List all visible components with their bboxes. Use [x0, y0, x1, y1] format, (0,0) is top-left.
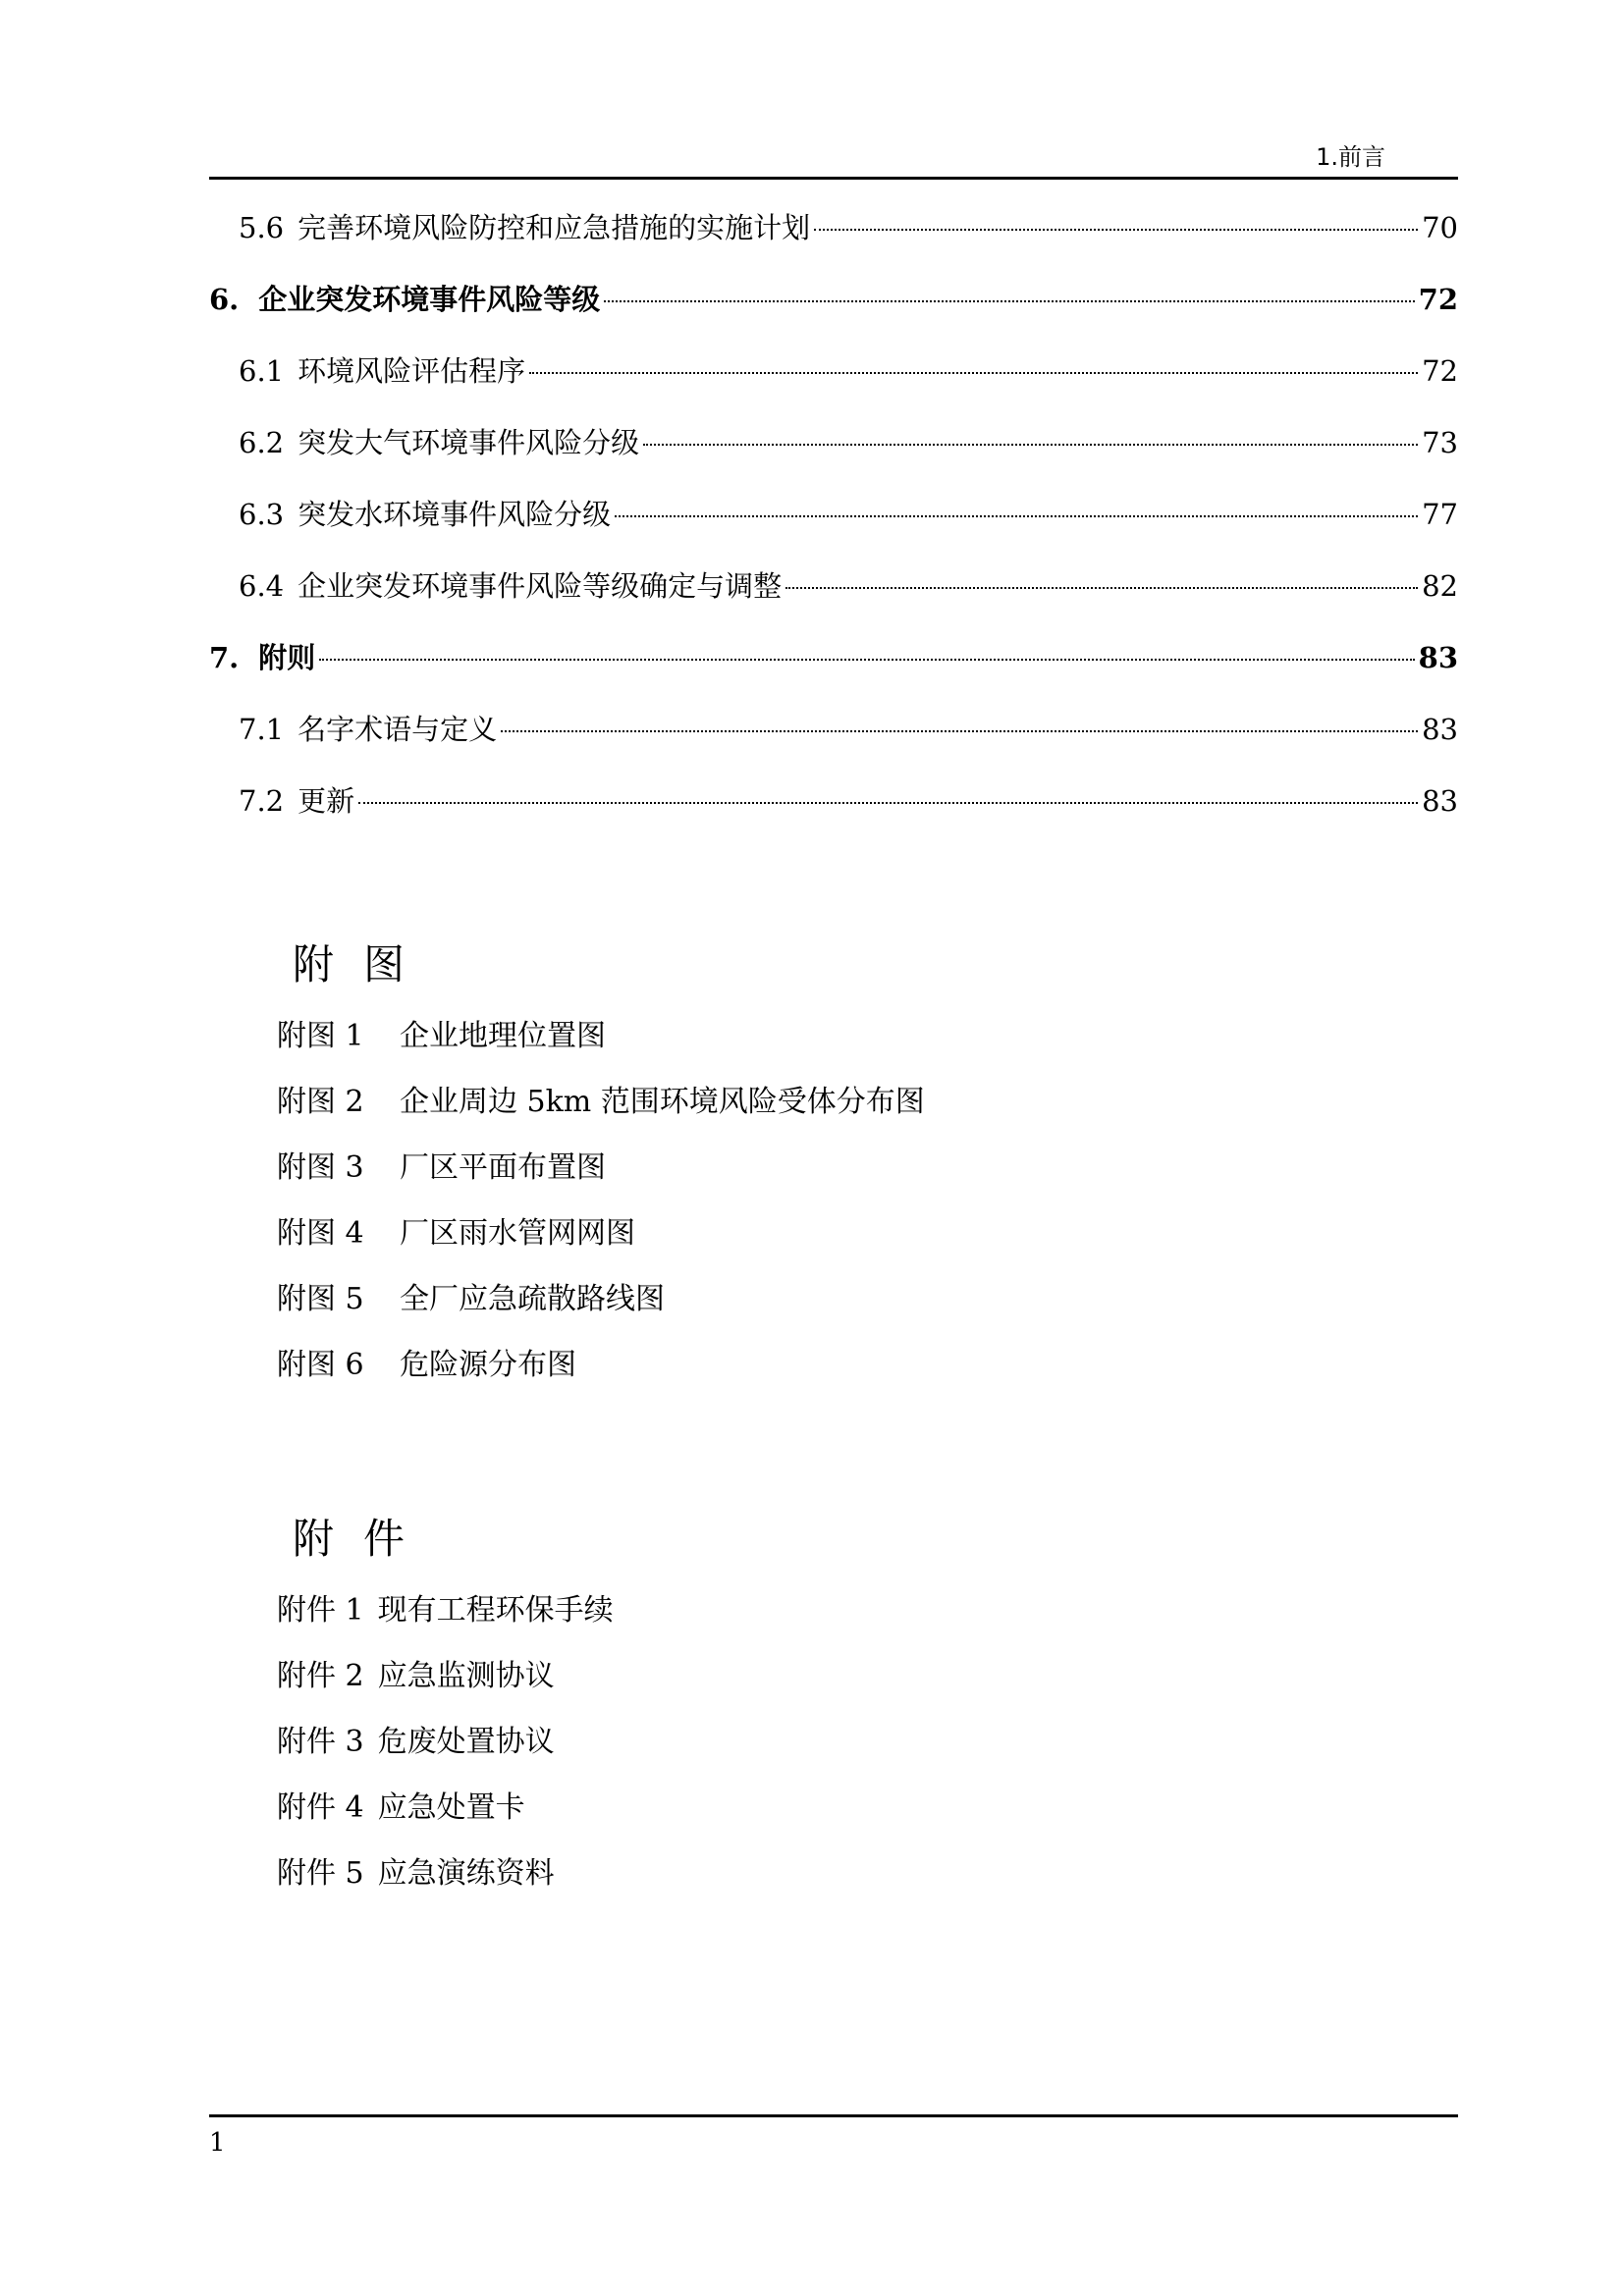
figure-label: 附图 6 [277, 1348, 364, 1382]
toc-entry-number: 6.2 [239, 426, 285, 459]
figure-title: 企业地理位置图 [400, 1019, 606, 1053]
attachment-label: 附件 2 [277, 1659, 364, 1693]
table-of-contents [209, 206, 1458, 851]
toc-entry-title: 名字术语与定义 [298, 713, 498, 746]
toc-dot-leader [501, 730, 1418, 732]
figure-item [277, 1274, 925, 1340]
toc-entry-title: 更新 [298, 784, 355, 818]
toc-entry-page: 70 [1422, 211, 1458, 244]
figure-label: 附图 4 [277, 1216, 364, 1251]
toc-dot-leader [785, 587, 1418, 589]
toc-dot-leader [529, 372, 1418, 374]
toc-entry-title: 突发大气环境事件风险分级 [298, 426, 640, 459]
figure-label: 附图 2 [277, 1085, 364, 1119]
figure-title: 全厂应急疏散路线图 [400, 1282, 665, 1316]
figures-heading: 附图 [293, 940, 435, 988]
toc-entry-title: 企业突发环境事件风险等级确定与调整 [298, 569, 783, 603]
figure-item [277, 1011, 925, 1077]
attachment-label: 附件 4 [277, 1790, 364, 1825]
toc-entry[interactable] [209, 779, 1458, 851]
attachment-item [277, 1585, 614, 1651]
toc-entry-number: 6.1 [239, 354, 285, 388]
footer-divider [209, 2114, 1458, 2117]
attachment-item [277, 1651, 614, 1717]
toc-entry-page: 83 [1418, 641, 1458, 674]
toc-entry-title: 环境风险评估程序 [298, 354, 526, 388]
figure-title: 企业周边 5km 范围环境风险受体分布图 [400, 1085, 925, 1119]
figure-item [277, 1340, 925, 1406]
toc-entry-number: 6.3 [239, 498, 285, 531]
figure-label: 附图 3 [277, 1150, 364, 1185]
attachment-label: 附件 5 [277, 1856, 364, 1891]
toc-entry-number: 7.1 [239, 713, 285, 746]
toc-entry[interactable] [209, 493, 1458, 564]
toc-entry-number: 6.4 [239, 569, 285, 603]
toc-entry[interactable] [209, 206, 1458, 278]
figure-title: 厂区雨水管网网图 [400, 1216, 635, 1251]
toc-entry-page: 82 [1422, 569, 1458, 603]
toc-dot-leader [319, 659, 1414, 661]
toc-entry-page: 83 [1422, 713, 1458, 746]
figure-label: 附图 1 [277, 1019, 364, 1053]
toc-entry[interactable] [209, 708, 1458, 779]
toc-entry-number: 7. [209, 641, 240, 674]
toc-entry-title: 企业突发环境事件风险等级 [258, 283, 601, 316]
figure-item [277, 1208, 925, 1274]
figures-list [277, 1011, 925, 1406]
toc-entry-number: 5.6 [239, 211, 285, 244]
toc-dot-leader [604, 300, 1414, 302]
toc-entry[interactable] [209, 636, 1458, 708]
figure-item [277, 1143, 925, 1208]
toc-entry-title: 突发水环境事件风险分级 [298, 498, 612, 531]
header-divider [209, 177, 1458, 180]
page-number: 1 [209, 2128, 226, 2158]
figure-title: 厂区平面布置图 [400, 1150, 606, 1185]
toc-entry[interactable] [209, 564, 1458, 636]
toc-entry-page: 83 [1422, 784, 1458, 818]
attachment-title: 现有工程环保手续 [377, 1593, 614, 1628]
attachment-item [277, 1783, 614, 1848]
toc-entry-number: 6. [209, 283, 240, 316]
toc-dot-leader [814, 229, 1418, 231]
toc-entry-page: 72 [1422, 354, 1458, 388]
figure-item [277, 1077, 925, 1143]
attachment-title: 危废处置协议 [377, 1725, 555, 1759]
figure-label: 附图 5 [277, 1282, 364, 1316]
toc-entry-number: 7.2 [239, 784, 285, 818]
toc-entry-page: 72 [1418, 283, 1458, 316]
toc-dot-leader [615, 515, 1418, 517]
attachment-label: 附件 1 [277, 1593, 364, 1628]
toc-entry-title: 附则 [258, 641, 316, 674]
toc-dot-leader [643, 444, 1418, 446]
toc-dot-leader [358, 802, 1418, 804]
toc-entry-title: 完善环境风险防控和应急措施的实施计划 [298, 211, 811, 244]
attachment-label: 附件 3 [277, 1725, 364, 1759]
toc-entry[interactable] [209, 278, 1458, 349]
figure-title: 危险源分布图 [400, 1348, 576, 1382]
toc-entry[interactable] [209, 349, 1458, 421]
attachment-title: 应急处置卡 [377, 1790, 525, 1825]
toc-entry[interactable] [209, 421, 1458, 493]
running-header: 1.前言 [1316, 143, 1385, 171]
attachments-list [277, 1585, 614, 1914]
toc-entry-page: 77 [1422, 498, 1458, 531]
attachment-title: 应急监测协议 [377, 1659, 555, 1693]
attachments-heading: 附件 [293, 1515, 435, 1563]
attachment-item [277, 1717, 614, 1783]
attachment-item [277, 1848, 614, 1914]
attachment-title: 应急演练资料 [377, 1856, 555, 1891]
toc-entry-page: 73 [1422, 426, 1458, 459]
